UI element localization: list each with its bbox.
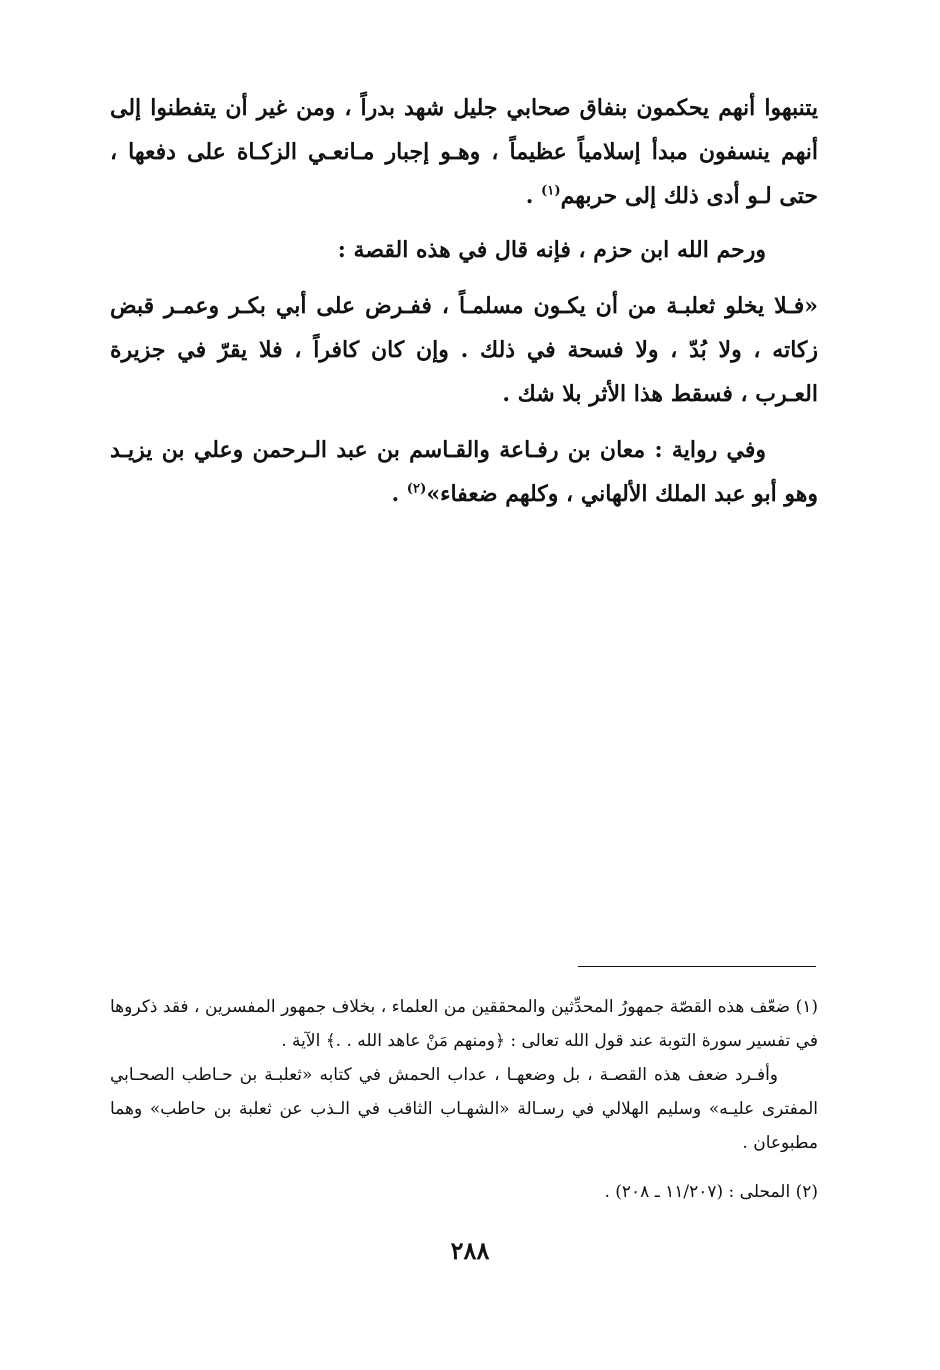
paragraph-1-text: يتنبهوا أنهم يحكمون بنفاق صحابي جليل شهد بدراً ، ومن غير أن يتفطنوا إلى أنهم ينسفون مبدأ إسلامياً عظيماً ، وهـو إجبار مـانعـي الزكـاة على دفعها ، حتى لـو أدى ذلك إلى حربهم bbox=[110, 95, 818, 209]
body-paragraph-1 bbox=[110, 86, 818, 218]
paragraph-1-end: . bbox=[525, 183, 542, 209]
footnote-1: (١) ضعّف هذه القصّة جمهورُ المحدِّثين والمحققين من العلماء ، بخلاف جمهور المفسرين ، فقد ذكروها في تفسير سورة التوبة عند قول الله تعالى : ﴿ومنهم مَنْ عاهد الله . .﴾ الآية . bbox=[110, 997, 818, 1051]
body-paragraph-4 bbox=[110, 428, 818, 516]
footnote-ref-2: (٢) bbox=[406, 481, 427, 497]
paragraph-4-text: وفي رواية : معان بن رفـاعة والقـاسم بن عبد الـرحمن وعلي بن يزيـد وهو أبو عبد الملك الألهاني ، وكلهم ضعفاء» bbox=[110, 437, 818, 507]
body-quotation: «فـلا يخلو ثعلبـة من أن يكـون مسلمـاً ، ففـرض على أبي بكـر وعمـر قبض زكاته ، ولا بُدّ ، ولا فسحة في ذلك . وإن كان كافراً ، فلا يقرّ في جزيرة العـرب ، فسقط هذا الأثر بلا شك . bbox=[110, 293, 818, 407]
footnote-separator bbox=[578, 966, 816, 967]
page-number: ٢٨٨ bbox=[450, 1236, 490, 1265]
footnote-1-continuation: وأفـرد ضعف هذه القصـة ، بل وضعهـا ، عداب الحمش في كتابه «ثعلبـة بن حـاطب الصحـابي المفترى عليـه» وسليم الهلالي في رسـالة «الشهـاب الثاقب في الـذب عن ثعلبة بن حاطب» وهما مطبوعان . bbox=[110, 1065, 818, 1153]
body-paragraph-2: ورحم الله ابن حزم ، فإنه قال في هذه القصة : bbox=[337, 237, 766, 263]
paragraph-4-end: . bbox=[391, 481, 407, 507]
footnote-ref-1: (١) bbox=[541, 183, 561, 199]
footnote-2: (٢) المحلى : (١١/٢٠٧ ـ ٢٠٨) . bbox=[604, 1182, 818, 1202]
